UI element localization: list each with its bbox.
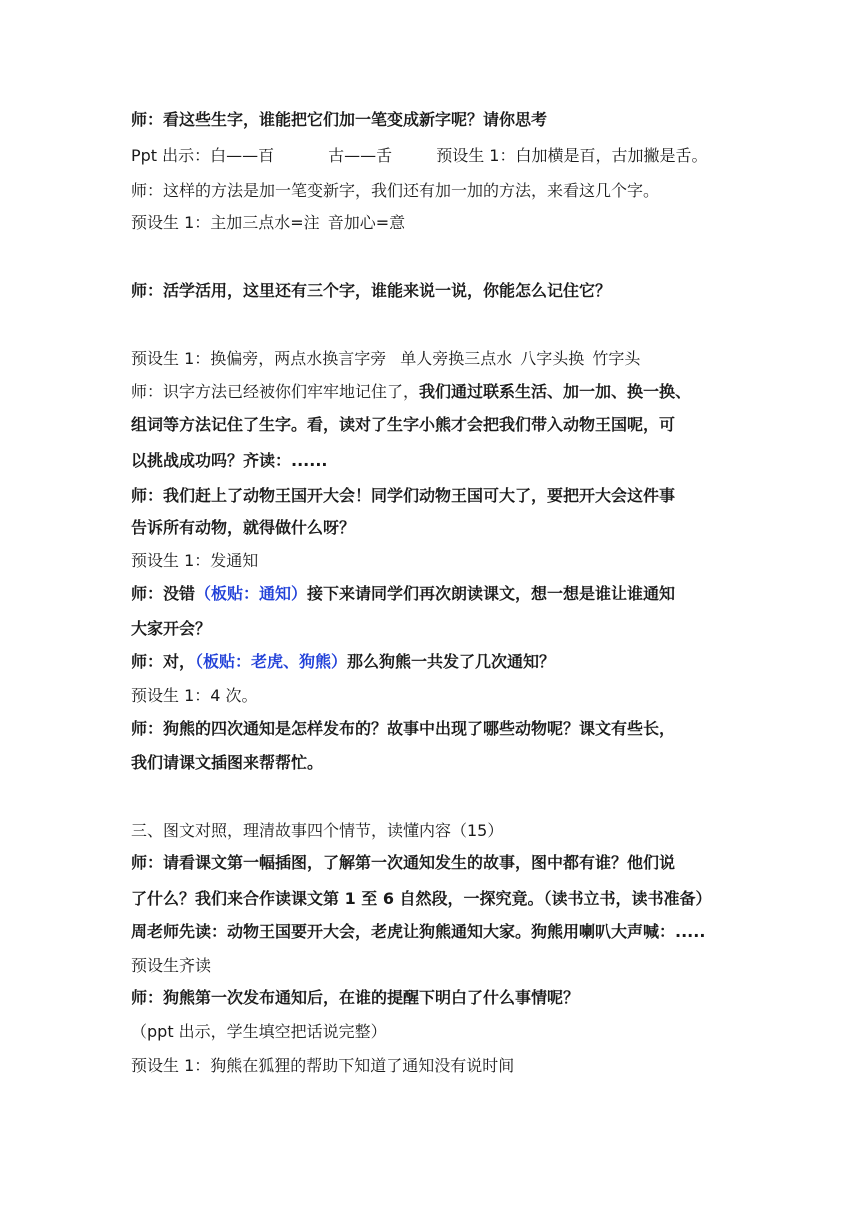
teacher-line-correct — [131, 584, 741, 604]
summary-continued-line: 组词等方法记住了生字。看，读对了生字小熊才会把我们带入动物王国呢，可 — [131, 415, 676, 434]
teacher-line-think: 师：看这些生字，谁能把它们加一笔变成新字呢？请你思考 — [131, 110, 548, 129]
preset-radical-text-3: 八字头换 — [520, 349, 585, 368]
preset-line-group-read: 预设生齐读 — [131, 956, 212, 975]
teacher-line-right — [131, 652, 741, 672]
teacher-line-kingdom: 师：我们赶上了动物王国开大会！同学们动物王国可大了，要把开大会这件事 — [131, 486, 676, 505]
teacher-line-reminder: 师：狗熊第一次发布通知后，在谁的提醒下明白了什么事情呢？ — [131, 988, 580, 1007]
preset-line-add — [131, 213, 741, 233]
teacher-line-apply: 师：活学活用，这里还有三个字，谁能来说一说，你能怎么记住它？ — [131, 281, 612, 300]
picture-continued-line: 了什么？我们来合作读课文第 1 至 6 自然段，一探究竟。（读书立书，读书准备） — [131, 889, 712, 908]
kingdom-continued-line: 告诉所有动物，就得做什么呀？ — [131, 518, 356, 537]
teacher-line-four-notices: 师：狗熊的四次通知是怎样发布的？故事中出现了哪些动物呢？课文有些长， — [131, 719, 676, 738]
preset-answer-text: 预设生 1：白加横是百，古加撇是舌。 — [436, 146, 708, 165]
preset-line-fox: 预设生 1：狗熊在狐狸的帮助下知道了通知没有说时间 — [131, 1056, 515, 1075]
four-notices-continued-line: 我们请课文插图来帮帮忙。 — [131, 753, 324, 772]
teacher-line-method: 师：这样的方法是加一笔变新字，我们还有加一加的方法，来看这几个字。 — [131, 181, 660, 200]
section-three-heading: 三、图文对照，理清故事四个情节，读懂内容（15） — [131, 821, 504, 840]
preset-radical-text-4: 竹字头 — [592, 349, 641, 368]
teacher-zhou-reads-line: 周老师先读：动物王国要开大会，老虎让狗熊通知大家。狗熊用喇叭大声喊：..... — [131, 922, 706, 941]
right-text-2: 那么狗熊一共发了几次通知？ — [347, 652, 556, 671]
ppt-fill-blank-line: （ppt 出示，学生填空把话说完整） — [131, 1022, 387, 1041]
summary-text-plain: 师：识字方法已经被你们牢牢地记住了， — [131, 382, 420, 401]
teacher-line-picture: 师：请看课文第一幅插图，了解第一次通知发生的故事，图中都有谁？他们说 — [131, 853, 676, 872]
preset-radical-text-2: 单人旁换三点水 — [400, 349, 513, 368]
ppt-show-text: Ppt 出示：白——百 — [131, 146, 275, 165]
summary-end-line: 以挑战成功吗？齐读：...... — [131, 451, 328, 470]
preset-radical-text: 预设生 1：换偏旁，两点水换言字旁 — [131, 349, 387, 368]
board-note-tiger-bear: （板贴：老虎、狗熊） — [195, 652, 348, 671]
correct-text: 师：没错 — [131, 584, 196, 603]
correct-continued-line: 大家开会？ — [131, 619, 212, 638]
teacher-line-summary — [131, 382, 741, 402]
ppt-show-line — [131, 146, 741, 166]
preset-line-notice: 预设生 1：发通知 — [131, 551, 259, 570]
preset-line-radical — [131, 349, 741, 369]
preset-add-text: 预设生 1：主加三点水=注 — [131, 213, 320, 232]
correct-text-2: 接下来请同学们再次朗读课文，想一想是谁让谁通知 — [307, 584, 676, 603]
board-note-notice: （板贴：通知） — [195, 584, 308, 603]
summary-text-bold: 我们通过联系生活、加一加、换一换、 — [419, 382, 692, 401]
preset-line-count: 预设生 1：4 次。 — [131, 686, 258, 705]
preset-add-text-2: 音加心=意 — [327, 213, 406, 232]
ppt-show-text-2: 古——舌 — [328, 146, 393, 165]
right-text: 师：对， — [131, 652, 196, 671]
